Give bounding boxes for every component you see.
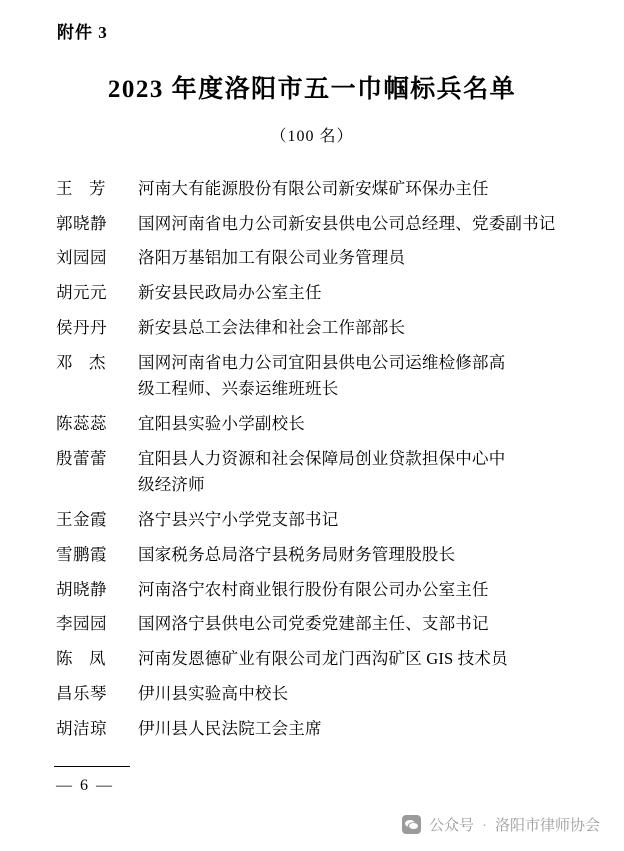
entry-name: 昌乐琴 <box>56 683 107 703</box>
entry-name: 殷蕾蕾 <box>56 448 107 468</box>
entry-description <box>138 315 570 342</box>
list-item <box>54 446 570 499</box>
entry-name-text: 邓 杰 <box>56 352 106 372</box>
list-item <box>54 411 570 438</box>
wechat-icon <box>402 815 421 834</box>
entry-description <box>138 507 570 534</box>
entry-name: 陈蕊蕊 <box>56 414 107 434</box>
entry-name-text: 王 芳 <box>56 179 106 198</box>
entry-description-continuation: 级工程师、兴泰运维班班长 <box>138 379 339 399</box>
page-footer <box>54 766 570 795</box>
list-item <box>54 681 570 708</box>
entry-name: 胡洁琼 <box>56 718 107 738</box>
list-item <box>54 350 570 403</box>
entry-description <box>138 646 570 673</box>
list-item <box>54 646 570 673</box>
list-item <box>54 716 570 743</box>
list-item <box>54 315 570 342</box>
watermark-account-label: 公众号 <box>428 817 474 834</box>
list-item <box>54 211 570 238</box>
footer-divider <box>54 766 130 767</box>
entry-description-text: 洛阳万基铝加工有限公司业务管理员 <box>138 248 406 268</box>
entry-description-text: 伊川县实验高中校长 <box>138 683 289 703</box>
entry-name: 王金霞 <box>56 510 107 530</box>
watermark-separator: · <box>481 816 487 833</box>
entry-description <box>138 176 570 203</box>
list-item <box>54 245 570 272</box>
list-item <box>54 577 570 604</box>
watermark-account-name: 洛阳市律师协会 <box>494 817 600 834</box>
entry-name: 胡元元 <box>56 283 107 303</box>
entry-description-text: 河南洛宁农村商业银行股份有限公司办公室主任 <box>138 579 489 599</box>
entry-description-text: 河南大有能源股份有限公司新安煤矿环保办主任 <box>138 179 489 198</box>
entry-description <box>138 280 570 307</box>
entry-description <box>138 716 570 743</box>
entry-description-text: 河南发恩德矿业有限公司龙门西沟矿区 GIS 技术员 <box>138 649 508 669</box>
entry-description-text: 国家税务总局洛宁县税务局财务管理股股长 <box>138 544 456 564</box>
list-item <box>54 611 570 638</box>
entry-description <box>138 411 570 438</box>
list-item <box>54 542 570 569</box>
entry-name <box>54 646 138 673</box>
entry-description-text: 国网洛宁县供电公司党委党建部主任、支部书记 <box>138 614 489 634</box>
list-item <box>54 280 570 307</box>
entry-name: 胡晓静 <box>56 579 107 599</box>
entry-name: 李园园 <box>56 614 107 634</box>
attachment-label: 附件 3 <box>57 23 108 42</box>
entry-description-text: 国网河南省电力公司宜阳县供电公司运维检修部高 <box>138 352 506 372</box>
entry-description-text: 宜阳县实验小学副校长 <box>138 414 305 434</box>
entry-description-continuation: 级经济师 <box>138 475 205 495</box>
entry-description-text: 新安县民政局办公室主任 <box>138 283 322 303</box>
list-item <box>54 507 570 534</box>
entry-description-text: 宜阳县人力资源和社会保障局创业贷款担保中心中 <box>138 448 506 468</box>
page-number: — 6 — <box>56 777 114 794</box>
page-title: 2023 年度洛阳市五一巾帼标兵名单 <box>107 76 517 103</box>
entry-description-text: 新安县总工会法律和社会工作部部长 <box>138 317 406 337</box>
entry-name: 侯丹丹 <box>56 317 107 337</box>
entry-name <box>54 350 138 377</box>
entry-description <box>138 542 570 569</box>
entry-description <box>138 577 570 604</box>
entry-name-text: 陈 凤 <box>56 649 106 669</box>
watermark <box>402 814 600 835</box>
entry-description <box>138 681 570 708</box>
entry-description <box>138 245 570 272</box>
entry-description-text: 伊川县人民法院工会主席 <box>138 718 322 738</box>
entry-name: 雪鹏霞 <box>56 544 107 564</box>
entry-description <box>138 350 570 403</box>
entry-description-text: 国网河南省电力公司新安县供电公司总经理、党委副书记 <box>138 213 556 233</box>
entry-description-text: 洛宁县兴宁小学党支部书记 <box>138 510 339 530</box>
list-item <box>54 176 570 203</box>
entry-name: 郭晓静 <box>56 213 107 233</box>
document-subtitle: （100 名） <box>270 128 354 145</box>
entry-description <box>138 611 570 638</box>
entry-description <box>138 446 570 499</box>
entry-description <box>138 211 570 238</box>
entry-name: 刘园园 <box>56 248 107 268</box>
entry-name <box>54 176 138 203</box>
name-list <box>54 176 570 742</box>
